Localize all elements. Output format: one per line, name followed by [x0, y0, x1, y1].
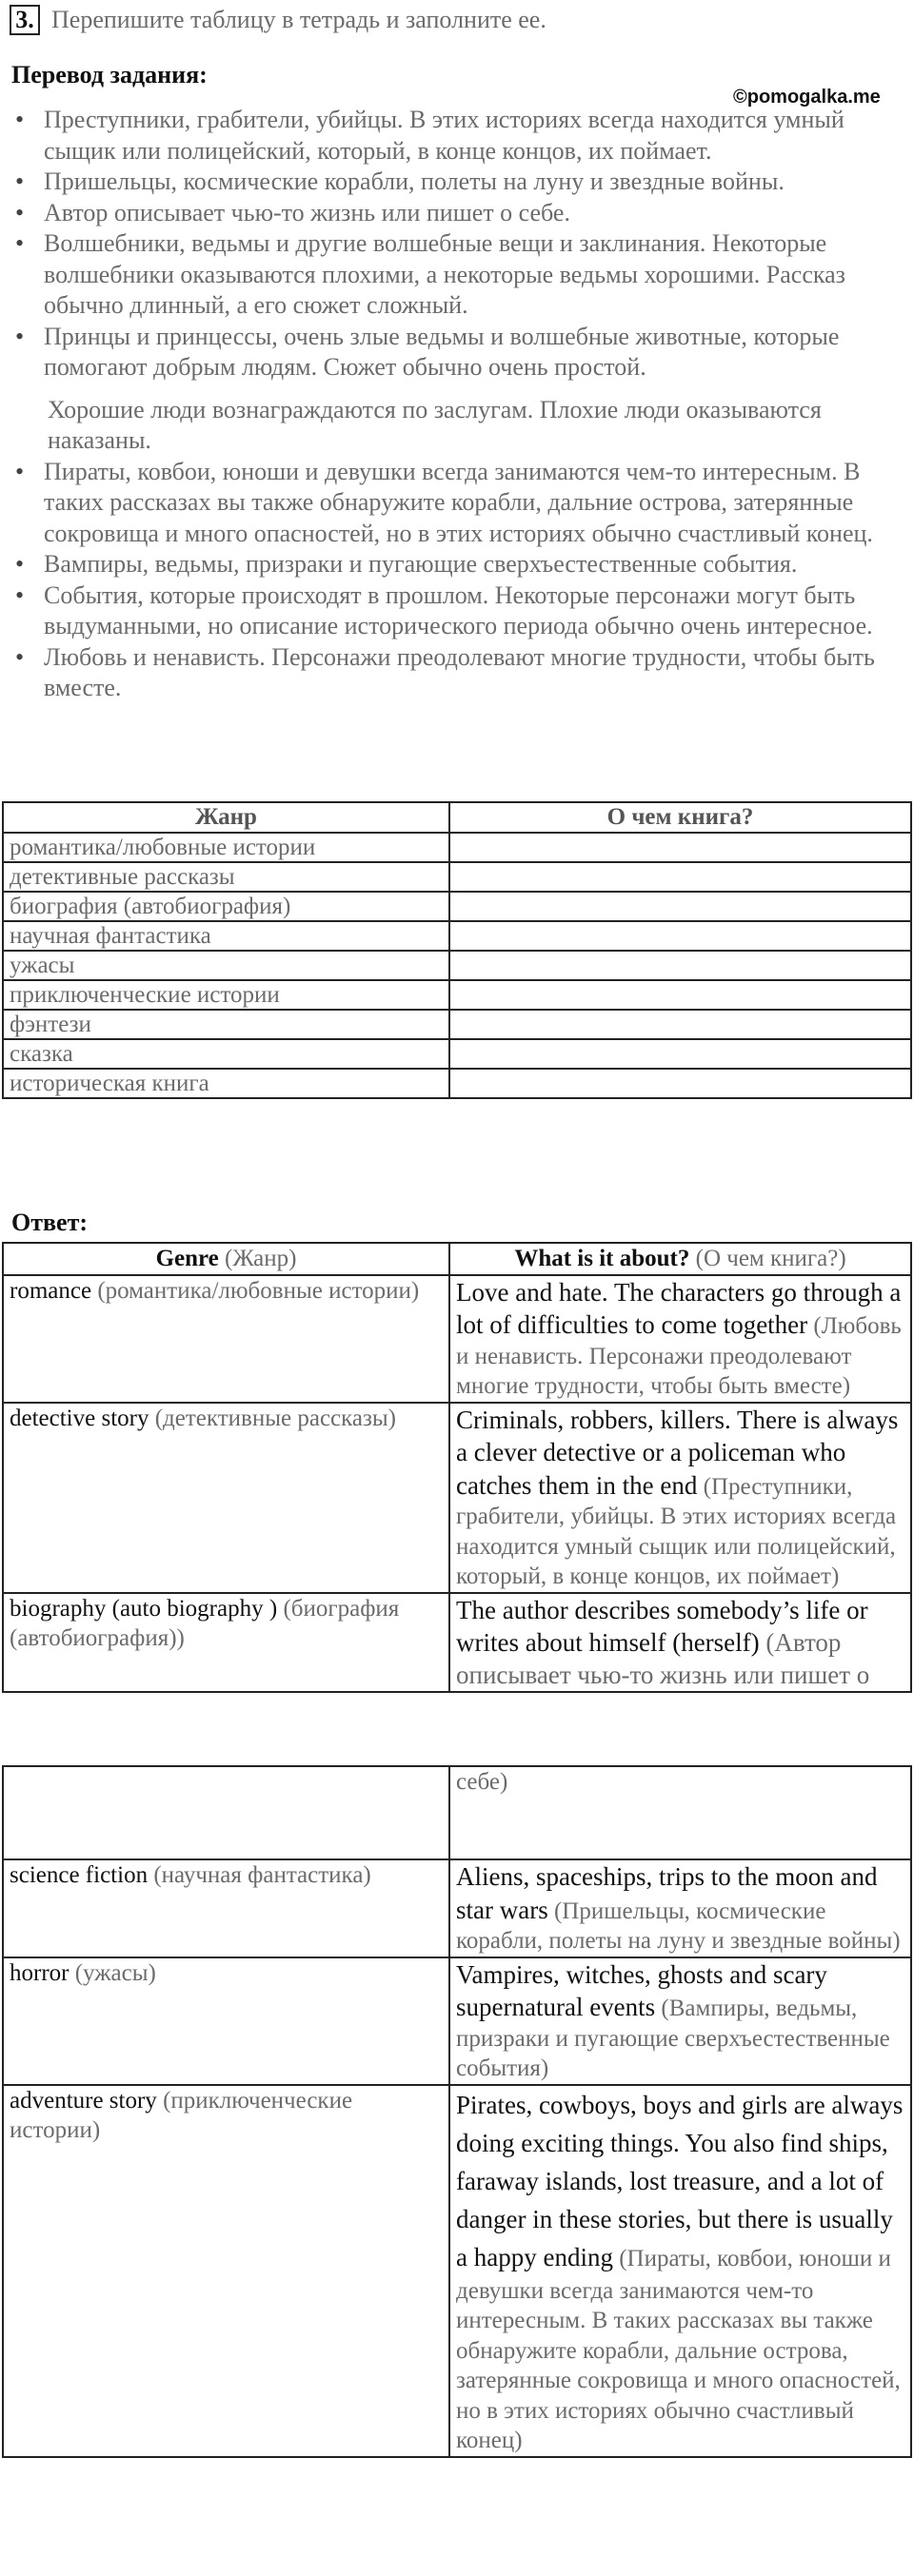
genre-table [2, 801, 912, 1099]
about-cell: The author describes somebody’s life or writes about himself (herself) (Автор описывает чью-то жизнь или пишет о [449, 1593, 911, 1692]
translation-item: • События, которые происходят в прошлом. Некоторые персонажи могут быть выдуманными, но описание исторического периода обычно очень интересное. [10, 580, 895, 642]
genre-cell: научная фантастика [3, 921, 449, 951]
table-row [3, 1859, 911, 1957]
genre-cell: adventure story (приключенческие истории) [3, 2085, 449, 2457]
genre-cell: фэнтези [3, 1010, 449, 1039]
table-row [3, 862, 911, 892]
empty-cell [449, 833, 911, 862]
translation-item: • Принцы и принцессы, очень злые ведьмы и волшебные животные, которые помогают добрым людям. Сюжет обычно очень простой. [10, 322, 895, 383]
answer-about-header: What is it about? (О чем книга?) [449, 1243, 911, 1275]
table-row [3, 1275, 911, 1403]
genre-cell: detective story (детективные рассказы) [3, 1403, 449, 1593]
genre-cell: romance (романтика/любовные истории) [3, 1275, 449, 1403]
empty-cell [449, 921, 911, 951]
task-heading [10, 4, 546, 36]
table-row [3, 921, 911, 951]
table-row [3, 833, 911, 862]
translation-item: • Пираты, ковбои, юноши и девушки всегда занимаются чем-то интересным. В таких рассказах вы также обнаружите корабли, дальние острова, затерянные сокровища и много опасностей, но в этих историях обычно счастливый конец. [10, 457, 895, 550]
about-cell: Vampires, witches, ghosts and scary supernatural events (Вампиры, ведьмы, призраки и пугающие сверхъестественные события) [449, 1957, 911, 2085]
translation-list [10, 105, 895, 704]
genre-cell: романтика/любовные истории [3, 833, 449, 862]
genre-cell: horror (ужасы) [3, 1957, 449, 2085]
task-instruction: Перепишите таблицу в тетрадь и заполните ее. [51, 6, 546, 33]
genre-cell: биография (автобиография) [3, 892, 449, 921]
translation-item: • Автор описывает чью-то жизнь или пишет о себе. [10, 198, 895, 229]
empty-cell [3, 1766, 449, 1859]
table-row [3, 980, 911, 1010]
genre-cell: сказка [3, 1039, 449, 1069]
answer-table-part-2 [2, 1765, 912, 2458]
translation-item: • Любовь и ненависть. Персонажи преодолевают многие трудности, чтобы быть вместе. [10, 642, 895, 704]
genre-cell: историческая книга [3, 1069, 449, 1098]
table-row [3, 1593, 911, 1692]
answer-genre-header: Genre (Жанр) [3, 1243, 449, 1275]
genre-header: Жанр [3, 802, 449, 833]
translation-item: • Вампиры, ведьмы, призраки и пугающие сверхъестественные события. [10, 549, 895, 580]
table-row [3, 951, 911, 980]
answer-title: Ответ: [11, 1209, 89, 1236]
empty-cell [449, 1010, 911, 1039]
genre-cell: ужасы [3, 951, 449, 980]
about-cell: Pirates, cowboys, boys and girls are always doing exciting things. You also find ships, faraway islands, lost treasure, and a lot of danger in these stories, but there is usually a happy ending (Пираты, ковбои, юноши и девушки всегда занимаются чем-то интересным. В таких рассказах вы также обнаружите корабли, дальние острова, затерянные сокровища и много опасностей, но в этих историях обычно счастливый конец) [449, 2085, 911, 2457]
empty-cell [449, 1039, 911, 1069]
empty-cell [449, 1069, 911, 1098]
empty-cell [449, 892, 911, 921]
about-cell: Criminals, robbers, killers. There is always a clever detective or a policeman who catches them in the end (Преступники, грабители, убийцы. В этих историях всегда находится умный сыщик или полицейский, который, в конце концов, их поймает) [449, 1403, 911, 1593]
table-row [3, 1766, 911, 1859]
table-row [3, 1039, 911, 1069]
table-row [3, 1957, 911, 2085]
about-cell: Love and hate. The characters go through a lot of difficulties to come together (Любовь и ненависть. Персонажи преодолевают многие трудности, чтобы быть вместе) [449, 1275, 911, 1403]
empty-cell [449, 951, 911, 980]
genre-cell: приключенческие истории [3, 980, 449, 1010]
about-cell: себе) [449, 1766, 911, 1859]
table-row [3, 1010, 911, 1039]
translation-item: Хорошие люди вознаграждаются по заслугам. Плохие люди оказываются наказаны. [48, 395, 822, 454]
genre-cell: biography (auto biography ) (биография (автобиография)) [3, 1593, 449, 1692]
about-header: О чем книга? [449, 802, 911, 833]
translation-item: • Волшебники, ведьмы и другие волшебные вещи и заклинания. Некоторые волшебники оказываются плохими, а некоторые ведьмы хорошими. Рассказ обычно длинный, а его сюжет сложный. [10, 228, 895, 322]
table-row [3, 1069, 911, 1098]
watermark: ©pomogalka.me [733, 87, 881, 108]
table-row [3, 1403, 911, 1593]
translation-item: • Преступники, грабители, убийцы. В этих историях всегда находится умный сыщик или полицейский, который, в конце концов, их поймает. [10, 105, 895, 167]
genre-cell: science fiction (научная фантастика) [3, 1859, 449, 1957]
empty-cell [449, 862, 911, 892]
about-cell: Aliens, spaceships, trips to the moon and star wars (Пришельцы, космические корабли, полеты на луну и звездные войны) [449, 1859, 911, 1957]
table-row [3, 892, 911, 921]
task-number: 3. [10, 5, 40, 35]
answer-table-part-1 [2, 1242, 912, 1693]
empty-cell [449, 980, 911, 1010]
genre-cell: детективные рассказы [3, 862, 449, 892]
translation-title: Перевод задания: [11, 61, 208, 88]
table-row [3, 2085, 911, 2457]
translation-item: • Пришельцы, космические корабли, полеты на луну и звездные войны. [10, 167, 895, 198]
